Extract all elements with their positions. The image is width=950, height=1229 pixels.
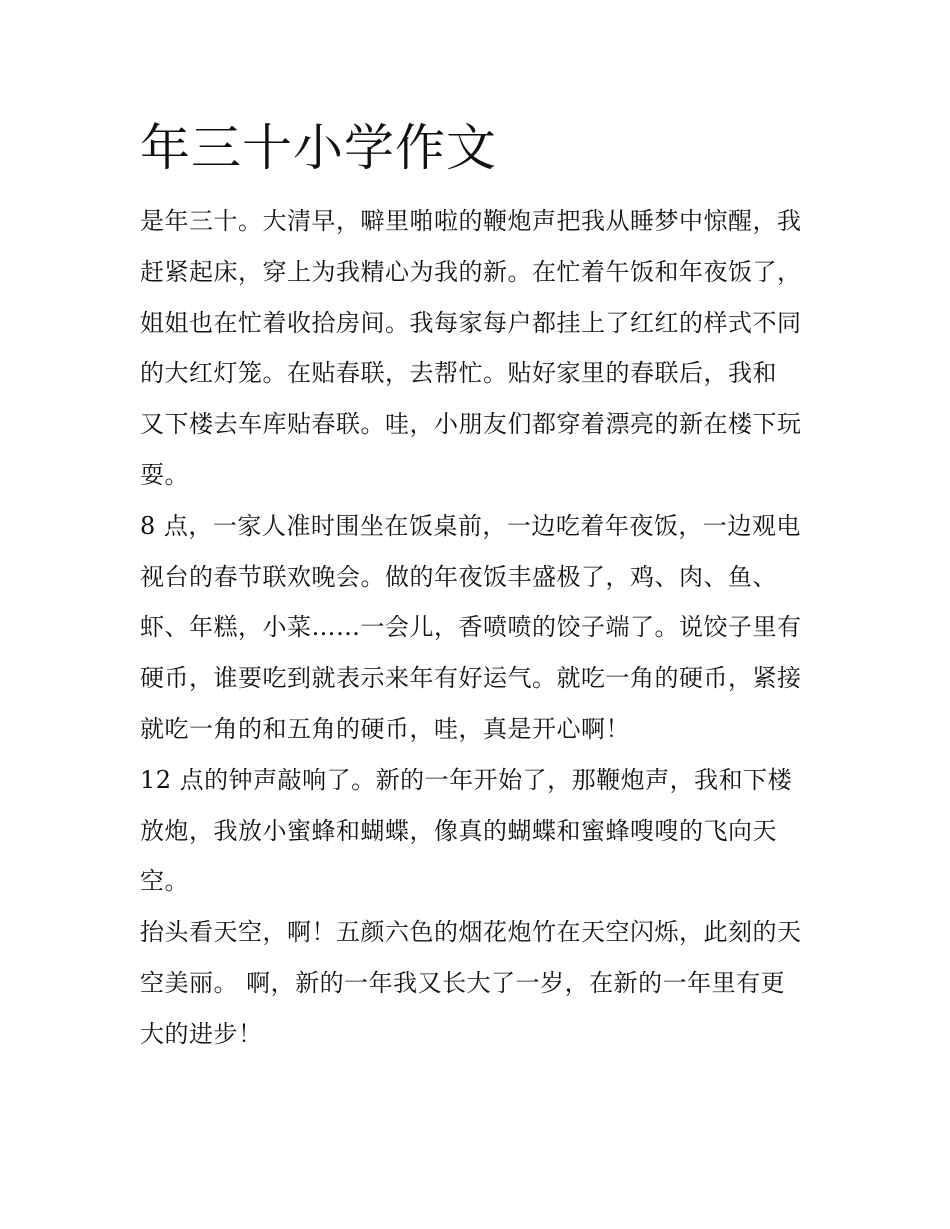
text-line: 耍。 <box>140 460 189 489</box>
text-line: 虾、年糕，小菜……一会儿，香喷喷的饺子端了。说饺子里有 <box>140 613 802 642</box>
document-body <box>140 196 820 1060</box>
text-line: 又下楼去车库贴春联。哇，小朋友们都穿着漂亮的新在楼下玩 <box>140 410 802 439</box>
document-title: 年三十小学作文 <box>140 119 497 177</box>
text-line: 大的进步！ <box>140 1019 263 1048</box>
text-line: 抬头看天空，啊！五颜六色的烟花炮竹在天空闪烁，此刻的天 <box>140 918 802 947</box>
text-line: 空美丽。 啊，新的一年我又长大了一岁，在新的一年里有更 <box>140 968 786 997</box>
text-line: 硬币，谁要吃到就表示来年有好运气。就吃一角的硬币，紧接 <box>140 664 802 693</box>
text-line: 是年三十。大清早，噼里啪啦的鞭炮声把我从睡梦中惊醒，我 <box>140 207 802 235</box>
text-line: 放炮，我放小蜜蜂和蝴蝶，像真的蝴蝶和蜜蜂嗖嗖的飞向天 <box>140 816 777 845</box>
text-line: 8 点，一家人准时围坐在饭桌前，一边吃着年夜饭，一边观电 <box>140 511 801 540</box>
text-line: 空。 <box>140 867 189 896</box>
text-line: 就吃一角的和五角的硬币，哇，真是开心啊！ <box>140 714 630 743</box>
text-line: 姐姐也在忙着收拾房间。我每家每户都挂上了红红的样式不同 <box>140 308 802 337</box>
text-line: 视台的春节联欢晚会。做的年夜饭丰盛极了，鸡、肉、鱼、 <box>140 562 777 591</box>
text-line: 12 点的钟声敲响了。新的一年开始了，那鞭炮声，我和下楼 <box>140 765 793 794</box>
text-line: 赶紧起床，穿上为我精心为我的新。在忙着午饭和年夜饭了， <box>140 257 802 286</box>
text-line: 的大红灯笼。在贴春联，去帮忙。贴好家里的春联后，我和 <box>140 359 777 388</box>
